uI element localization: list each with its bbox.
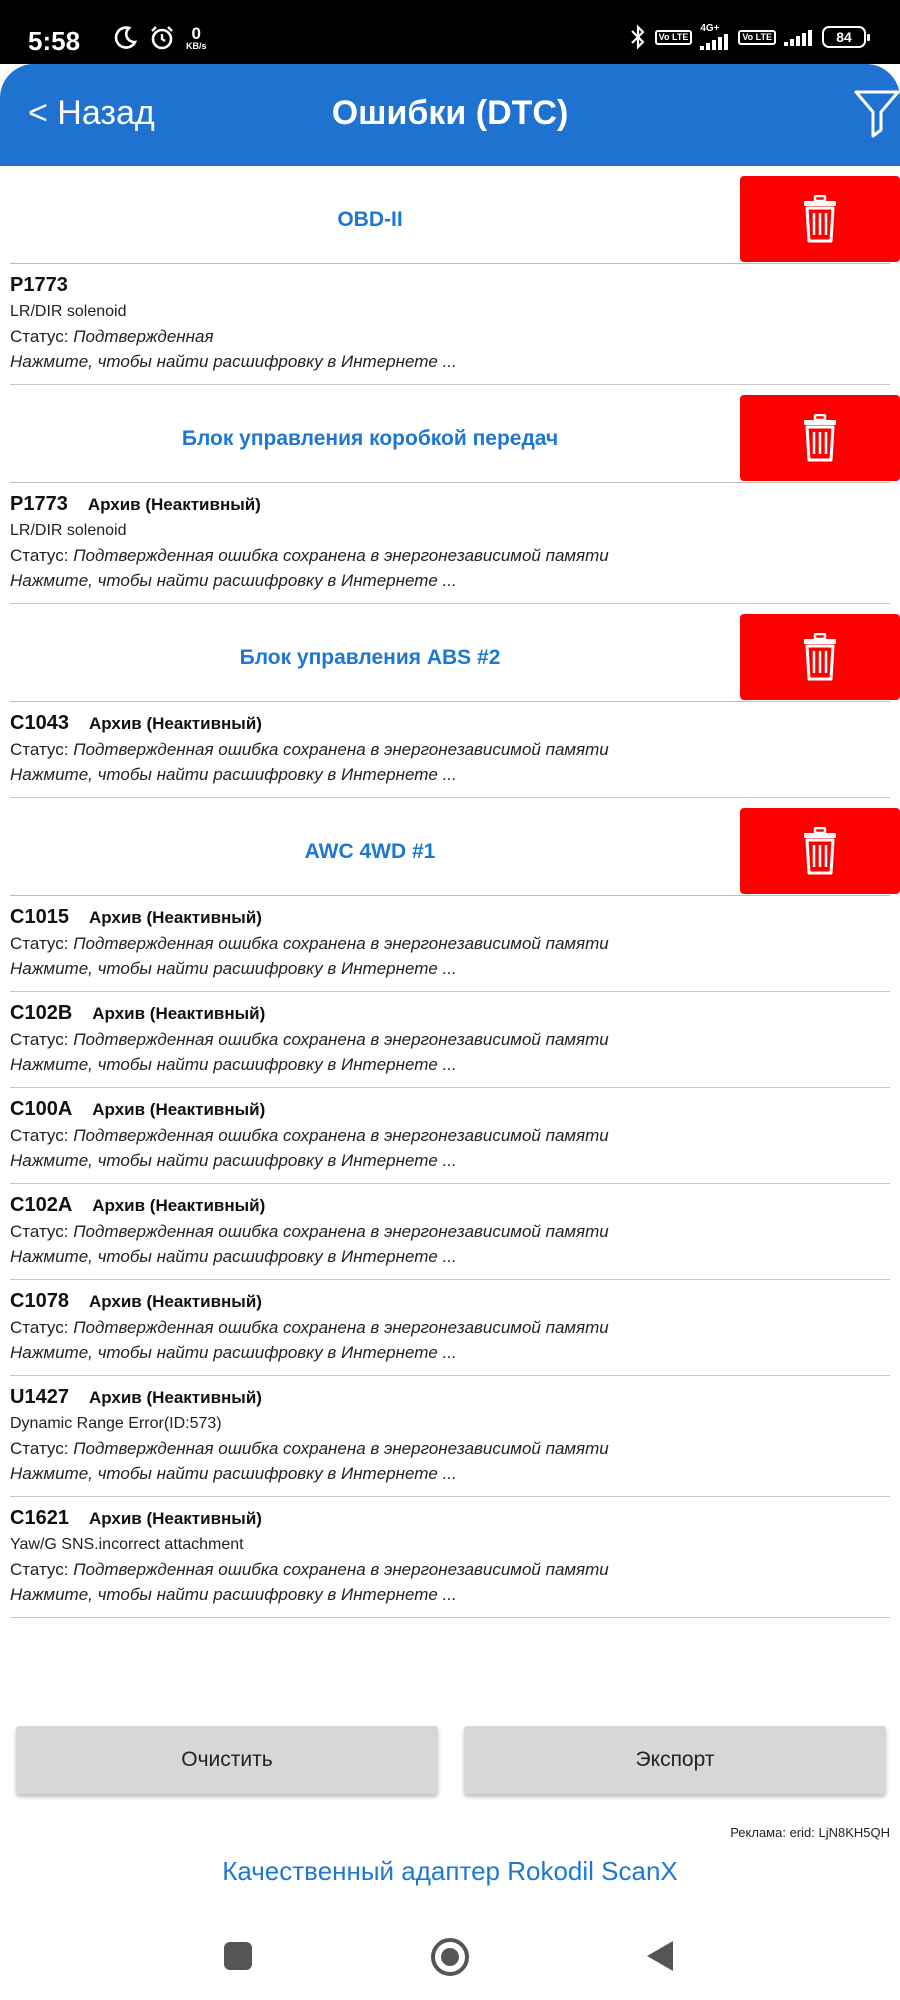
dtc-search-hint[interactable]: Нажмите, чтобы найти расшифровку в Интернете ...: [10, 765, 457, 784]
dtc-status: [10, 737, 890, 762]
dtc-code: C102A: [10, 1194, 73, 1216]
dtc-item-header: [10, 1386, 890, 1411]
net-speed: [186, 25, 207, 51]
dtc-code: C100A: [10, 1098, 73, 1120]
dtc-archive-state: Архив (Неактивный): [88, 714, 262, 733]
dtc-search-hint[interactable]: Нажмите, чтобы найти расшифровку в Интернете ...: [10, 1585, 457, 1604]
dtc-status-value: Подтвержденная ошибка сохранена в энергонезависимой памяти: [73, 1318, 609, 1337]
dtc-status-label: Статус:: [10, 934, 74, 953]
battery-icon: 84: [822, 26, 866, 48]
dtc-archive-state: Архив (Неактивный): [88, 1388, 262, 1407]
signal-1: [700, 24, 730, 50]
dtc-search-hint[interactable]: Нажмите, чтобы найти расшифровку в Интернете ...: [10, 1343, 457, 1362]
trash-icon: [803, 414, 837, 462]
dtc-status-value: Подтвержденная ошибка сохранена в энергонезависимой памяти: [73, 1222, 609, 1241]
dtc-item[interactable]: [10, 1497, 890, 1618]
dtc-status: [10, 1436, 890, 1461]
dtc-item-header: [10, 712, 890, 737]
ad-link[interactable]: Качественный адаптер Rokodil ScanX: [222, 1856, 678, 1886]
dtc-item-header: [10, 1507, 890, 1532]
signal-bars-icon: [700, 34, 730, 50]
dtc-item-header: [10, 906, 890, 931]
moon-icon: [112, 25, 138, 51]
dtc-code: C1015: [10, 906, 69, 928]
dtc-archive-state: Архив (Неактивный): [87, 495, 261, 514]
clock: 5:58: [28, 26, 81, 56]
dtc-description: Dynamic Range Error(ID:573): [10, 1415, 222, 1432]
dtc-search-hint[interactable]: Нажмите, чтобы найти расшифровку в Интернете ...: [10, 1247, 457, 1266]
dtc-item[interactable]: [10, 1088, 890, 1184]
net-speed-unit: KB/s: [186, 41, 207, 51]
system-nav-bar: [0, 1920, 900, 2000]
alarm-icon: [148, 24, 176, 52]
signal-1-generation: 4G+: [700, 23, 720, 34]
dtc-status: [10, 1027, 890, 1052]
dtc-item-header: [10, 1290, 890, 1315]
dtc-item[interactable]: [10, 1184, 890, 1280]
status-right-icons: [629, 24, 866, 50]
delete-section-button[interactable]: [740, 176, 900, 262]
section-header: [0, 166, 900, 264]
dtc-status-label: Статус:: [10, 1222, 74, 1241]
dtc-status: [10, 931, 890, 956]
dtc-archive-state: Архив (Неактивный): [88, 908, 262, 927]
dtc-status-label: Статус:: [10, 1560, 74, 1579]
dtc-item-header: [10, 1098, 890, 1123]
app-bar: [0, 64, 900, 166]
dtc-code: U1427: [10, 1386, 69, 1408]
delete-section-button[interactable]: [740, 395, 900, 481]
dtc-status-label: Статус:: [10, 1030, 74, 1049]
dtc-item[interactable]: [10, 1280, 890, 1376]
delete-section-button[interactable]: [740, 808, 900, 894]
dtc-status-label: Статус:: [10, 327, 74, 346]
dtc-description: Yaw/G SNS.incorrect attachment: [10, 1536, 244, 1553]
dtc-item-header: [10, 1002, 890, 1027]
dtc-search-hint[interactable]: Нажмите, чтобы найти расшифровку в Интернете ...: [10, 1151, 457, 1170]
dtc-status-value: Подтвержденная ошибка сохранена в энергонезависимой памяти: [73, 546, 609, 565]
dtc-description: LR/DIR solenoid: [10, 303, 127, 320]
volte-badge-2: Vo LTE: [738, 30, 776, 45]
dtc-status-value: Подтвержденная ошибка сохранена в энергонезависимой памяти: [73, 1439, 609, 1458]
filter-icon[interactable]: [854, 90, 900, 138]
dtc-item[interactable]: [10, 483, 890, 604]
trash-icon: [803, 633, 837, 681]
dtc-code: P1773: [10, 274, 68, 296]
dtc-description: LR/DIR solenoid: [10, 522, 127, 539]
dtc-archive-state: Архив (Неактивный): [88, 1509, 262, 1528]
dtc-archive-state: Архив (Неактивный): [88, 1292, 262, 1311]
clear-button[interactable]: Очистить: [16, 1726, 438, 1794]
dtc-item-header: [10, 1194, 890, 1219]
trash-icon: [803, 195, 837, 243]
dtc-status-value: Подтвержденная ошибка сохранена в энергонезависимой памяти: [73, 1030, 609, 1049]
system-back-button[interactable]: [647, 1941, 673, 1971]
dtc-item[interactable]: [10, 896, 890, 992]
dtc-status-value: Подтвержденная ошибка сохранена в энергонезависимой памяти: [73, 1560, 609, 1579]
status-left-icons: [112, 24, 207, 52]
volte-badge-1: Vo LTE: [655, 30, 693, 45]
dtc-status: [10, 324, 890, 349]
dtc-status-value: Подтвержденная ошибка сохранена в энергонезависимой памяти: [73, 1126, 609, 1145]
section-title: AWC 4WD #1: [304, 840, 436, 863]
dtc-archive-state: Архив (Неактивный): [92, 1196, 266, 1215]
dtc-status-value: Подтвержденная: [73, 327, 214, 346]
dtc-status: [10, 1557, 890, 1582]
section-header: [0, 385, 900, 483]
dtc-status-label: Статус:: [10, 1439, 74, 1458]
dtc-status-label: Статус:: [10, 1318, 74, 1337]
section-title: OBD-II: [337, 208, 403, 231]
dtc-search-hint[interactable]: Нажмите, чтобы найти расшифровку в Интернете ...: [10, 959, 457, 978]
delete-section-button[interactable]: [740, 614, 900, 700]
dtc-status-label: Статус:: [10, 1126, 74, 1145]
dtc-search-hint[interactable]: Нажмите, чтобы найти расшифровку в Интернете ...: [10, 1055, 457, 1074]
section-header: [0, 798, 900, 896]
dtc-code: P1773: [10, 493, 68, 515]
dtc-code: C1043: [10, 712, 69, 734]
status-bar: [0, 0, 900, 64]
dtc-status: [10, 1315, 890, 1340]
dtc-status: [10, 543, 890, 568]
dtc-status: [10, 1123, 890, 1148]
dtc-search-hint[interactable]: Нажмите, чтобы найти расшифровку в Интернете ...: [10, 352, 457, 371]
dtc-code: C1078: [10, 1290, 69, 1312]
back-button[interactable]: < Назад: [28, 94, 155, 132]
section-title: Блок управления ABS #2: [239, 646, 501, 669]
dtc-code: C102B: [10, 1002, 73, 1024]
section-title: Блок управления коробкой передач: [181, 427, 559, 450]
dtc-item[interactable]: [10, 1376, 890, 1497]
dtc-item[interactable]: [10, 702, 890, 798]
bluetooth-icon: [629, 24, 647, 50]
export-button[interactable]: Экспорт: [464, 1726, 886, 1794]
net-speed-value: 0: [191, 24, 201, 43]
dtc-search-hint[interactable]: Нажмите, чтобы найти расшифровку в Интернете ...: [10, 1464, 457, 1483]
dtc-item[interactable]: [10, 992, 890, 1088]
dtc-list: [0, 166, 900, 1618]
dtc-status-value: Подтвержденная ошибка сохранена в энергонезависимой памяти: [73, 740, 609, 759]
recents-button[interactable]: [224, 1942, 252, 1970]
dtc-item[interactable]: [10, 264, 890, 385]
dtc-status-label: Статус:: [10, 740, 74, 759]
page-title: Ошибки (DTC): [331, 94, 569, 132]
signal-bars-icon: [784, 28, 814, 46]
trash-icon: [803, 827, 837, 875]
dtc-archive-state: Архив (Неактивный): [92, 1004, 266, 1023]
section-header: [0, 604, 900, 702]
ad-label: Реклама: erid: LjN8KH5QH: [730, 1825, 890, 1840]
dtc-search-hint[interactable]: Нажмите, чтобы найти расшифровку в Интернете ...: [10, 571, 457, 590]
dtc-code: C1621: [10, 1507, 69, 1529]
dtc-item-header: [10, 493, 890, 518]
dtc-item-header: [10, 274, 890, 299]
dtc-status-label: Статус:: [10, 546, 74, 565]
home-button[interactable]: [431, 1938, 469, 1976]
dtc-archive-state: Архив (Неактивный): [92, 1100, 266, 1119]
dtc-status: [10, 1219, 890, 1244]
dtc-status-value: Подтвержденная ошибка сохранена в энергонезависимой памяти: [73, 934, 609, 953]
